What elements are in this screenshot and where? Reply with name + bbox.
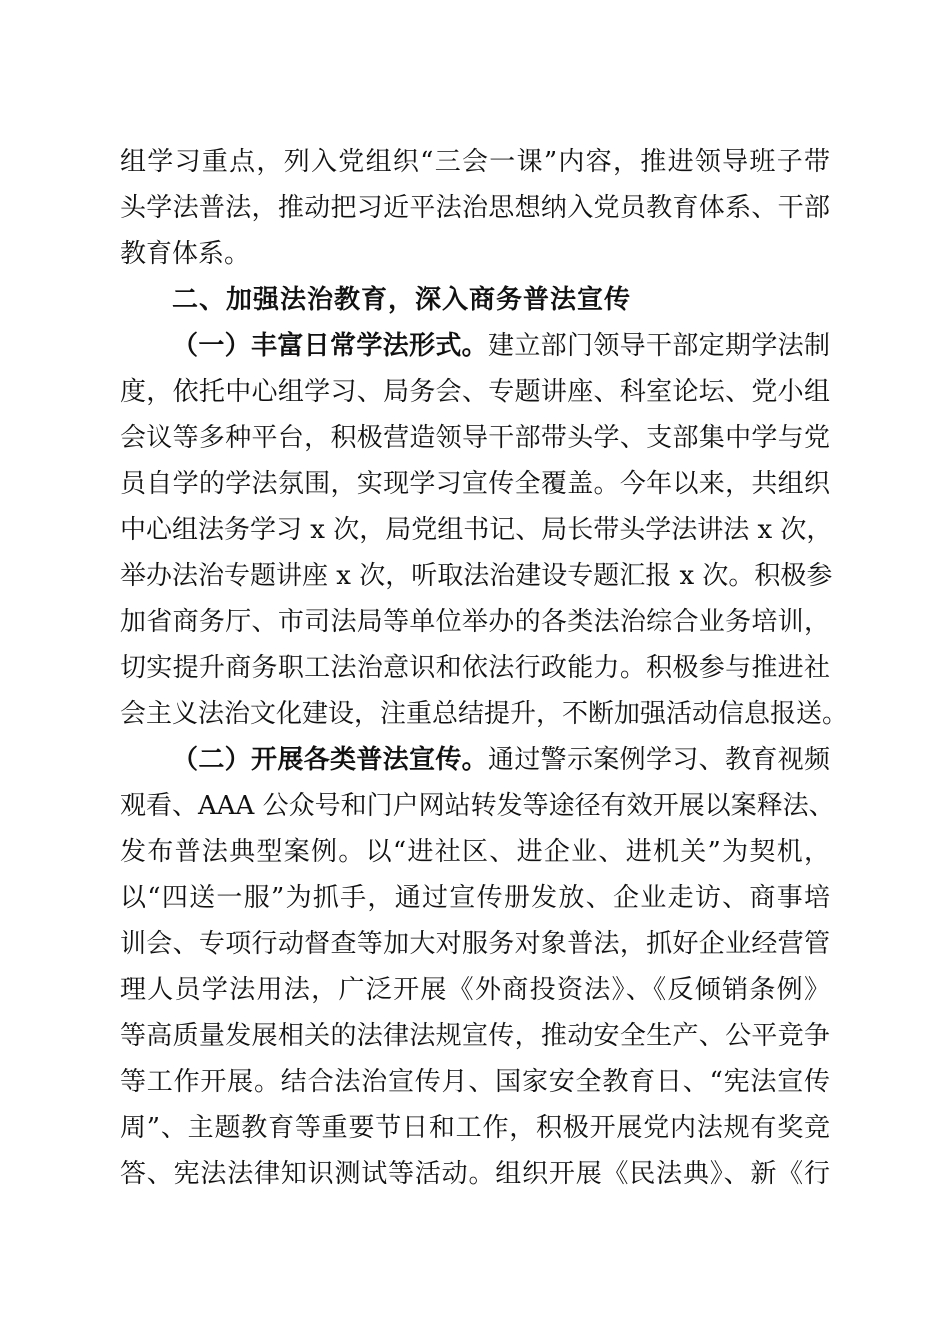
paragraph-line: 会主义法治文化建设，注重总结提升，不断加强活动信息报送。 xyxy=(120,699,849,729)
subsection-title: （二）开展各类普法宣传。 xyxy=(172,745,488,775)
subsection-title: （一）丰富日常学法形式。 xyxy=(172,331,488,361)
paragraph-line: 教育体系。 xyxy=(120,239,251,269)
paragraph-line: 会议等多种平台，积极营造领导干部带头学、支部集中学与党 xyxy=(120,423,830,453)
paragraph-line: 度，依托中心组学习、局务会、专题讲座、科室论坛、党小组 xyxy=(120,377,830,407)
paragraph-line: 周”、主题教育等重要节日和工作，积极开展党内法规有奖竞 xyxy=(120,1113,830,1143)
paragraph-line: 加省商务厅、市司法局等单位举办的各类法治综合业务培训， xyxy=(120,607,830,637)
paragraph-line: 理人员学法用法，广泛开展《外商投资法》、《反倾销条例》 xyxy=(120,975,830,1005)
paragraph-line: 员自学的学法氛围，实现学习宣传全覆盖。今年以来，共组织 xyxy=(120,469,830,499)
paragraph-line: 等高质量发展相关的法律法规宣传，推动安全生产、公平竞争 xyxy=(120,1021,830,1051)
subsection-text: 建立部门领导干部定期学法制 xyxy=(488,331,830,361)
subsection-first-line xyxy=(172,329,830,363)
paragraph-line: 举办法治专题讲座 x 次，听取法治建设专题汇报 x 次。积极参 xyxy=(120,561,833,591)
paragraph-line: 以“四送一服”为抓手，通过宣传册发放、企业走访、商事培 xyxy=(120,883,830,913)
section-heading: 二、加强法治教育，深入商务普法宣传 xyxy=(172,285,632,315)
paragraph-line: 等工作开展。结合法治宣传月、国家安全教育日、“宪法宣传 xyxy=(120,1067,830,1097)
paragraph-line: 训会、专项行动督查等加大对服务对象普法，抓好企业经营管 xyxy=(120,929,830,959)
paragraph-line: 答、宪法法律知识测试等活动。组织开展《民法典》、新《行 xyxy=(120,1159,830,1189)
paragraph-line: 头学法普法，推动把习近平法治思想纳入党员教育体系、干部 xyxy=(120,193,830,223)
subsection-text: 通过警示案例学习、教育视频 xyxy=(488,745,830,775)
paragraph-line: 组学习重点，列入党组织“三会一课”内容，推进领导班子带 xyxy=(120,147,830,177)
paragraph-line: 观看、AAA 公众号和门户网站转发等途径有效开展以案释法、 xyxy=(120,791,835,821)
paragraph-line: 切实提升商务职工法治意识和依法行政能力。积极参与推进社 xyxy=(120,653,830,683)
paragraph-line: 发布普法典型案例。以“进社区、进企业、进机关”为契机， xyxy=(120,837,830,867)
paragraph-line: 中心组法务学习 x 次，局党组书记、局长带头学法讲法 x 次， xyxy=(120,515,833,545)
subsection-first-line xyxy=(172,743,830,777)
